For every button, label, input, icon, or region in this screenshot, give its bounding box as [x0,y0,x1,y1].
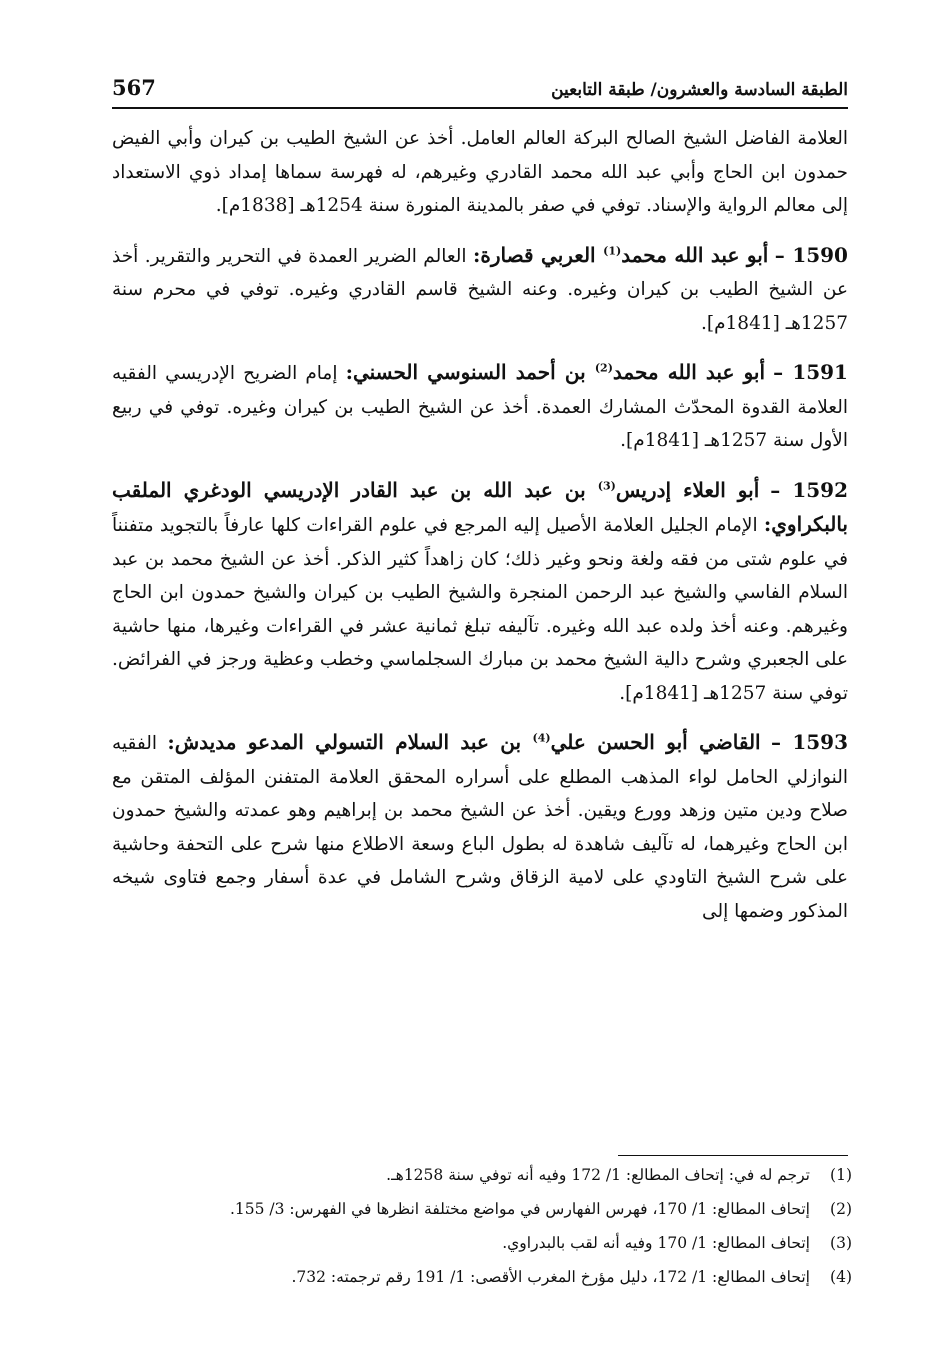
entry-text: إمام الضريح الإدريسي الفقيه العلامة القدوة المحدّث المشارك العمدة. أخذ عن الشيخ الطيب بن كيران وغيره. توفي في ربيع الأول سنة 1257هـ [1841م]. [112,363,848,451]
entry-number: 1593 – [770,730,849,754]
main-text [112,122,848,944]
entry-name-part: أبو عبد الله محمد [612,360,766,384]
entry-name [473,243,768,267]
entry-text: الفقيه النوازلي الحامل لواء المذهب المطلع على أسراره المحقق العلامة المتفنن المؤلف المتقن مع صلاح ودين متين وزهد وورع ويقين. أخذ عن الشيخ محمد بن إبراهيم وهو عمدته والشيخ حمدون ابن الحاج وغيرهما، له تآليف شاهدة له بطول الباع وسعة الاطلاع منها شرح على التحفة وحاشية على شرح الشيخ التاودي على لامية الزقاق وشرح الشامل في عدة أسفار وجمع فتاوى شيخه المذكور وضمها إلى [112,733,848,922]
footnote-text: ترجم له في: إتحاف المطالع: 1/ 172 وفيه أنه توفي سنة 1258هـ. [386,1166,810,1184]
entry-name-part: القاضي أبو الحسن علي [550,730,761,754]
entry-name [346,360,765,384]
footnote-text: إتحاف المطالع: 1/ 170 وفيه أنه لقب بالبدراوي. [502,1234,810,1252]
entry-number: 1591 – [773,360,848,384]
entry-number: 1592 – [770,477,849,502]
entry-text: العالم الضرير العمدة في التحرير والتقرير. أخذ عن الشيخ الطيب بن كيران وغيره. وعنه الشيخ قاسم القادري وغيره. توفي في محرم سنة 1257هـ [1841م]. [112,245,848,334]
entry-name-part: بن عبد الله بن عبد القادر الإدريسي الودغري الملقب بالبكراوي: [112,477,848,536]
page-number: 567 [112,75,156,100]
footnote [112,1268,852,1302]
footnote-text: إتحاف المطالع: 1/ 170، فهرس الفهارس في مواضع مختلفة انظرها في الفهرس: 3/ 155. [229,1200,810,1218]
page-header [112,70,848,100]
footnote [112,1166,852,1200]
footnote [112,1200,852,1234]
entry-1592 [112,474,848,711]
header-rule [112,107,848,109]
entry-name-part: أبو عبد الله محمد [621,242,769,267]
footnote-ref: (1) [603,243,622,257]
entry-1593 [112,726,848,928]
entry-number: 1590 – [774,242,848,267]
running-head: الطبقة السادسة والعشرون/ طبقة التابعين [551,80,848,100]
footnote-text: إتحاف المطالع: 1/ 172، دليل مؤرخ المغرب الأقصى: 1/ 191 رقم ترجمته: 732. [291,1268,810,1286]
entry-name [167,730,760,754]
entry-name-part: أبو العلاء إدريس [615,477,760,502]
footnote-number: (4) [830,1268,852,1286]
footnote-ref: (2) [594,361,613,375]
footnote-ref: (3) [597,478,616,492]
entry-name-part: بن عبد السلام التسولي المدعو مديدش: [167,730,533,754]
entry-1591 [112,356,848,458]
entry-name-part: العربي قصارة: [473,242,604,267]
footnote-ref: (4) [532,731,551,745]
entry-text: الإمام الجليل العلامة الأصيل إليه المرجع في علوم القراءات كلها عارفاً بالتجويد متفنناً في علوم شتى من فقه ولغة ونحو وغير ذلك؛ كان زاهداً كثير الذكر. أخذ عن الشيخ محمد بن عبد السلام الفاسي والشيخ عبد الرحمن المنجرة والشيخ الطيب بن كيران والشيخ حمدون ابن الحاج وغيرهم. وعنه أخذ ولده عبد الله وغيره. تآليفه تبلغ ثمانية عشر في القراءات وغيرها، منها حاشية على الجعبري وشرح دالية الشيخ محمد بن مبارك السجلماسي وخطب وعظية ورجز في الفرائض. توفي سنة 1257هـ [1841م]. [112,515,848,704]
entry-1590 [112,239,848,341]
intro-paragraph: العلامة الفاضل الشيخ الصالح البركة العالم العامل. أخذ عن الشيخ الطيب بن كيران وأبي الفيض حمدون ابن الحاج وأبي عبد الله محمد القادري وغيرهم، له فهرسة سماها إمداد ذوي الاستعداد إلى معالم الرواية والإسناد. توفي في صفر بالمدينة المنورة سنة 1254هـ [1838م]. [112,128,848,216]
footnote-number: (1) [830,1166,852,1184]
footnote-number: (3) [830,1234,852,1252]
footnote-number: (2) [830,1200,852,1218]
footnote-separator [618,1155,848,1156]
footnotes [112,1166,852,1302]
entry-name-part: بن أحمد السنوسي الحسني: [345,360,595,384]
footnote [112,1234,852,1268]
